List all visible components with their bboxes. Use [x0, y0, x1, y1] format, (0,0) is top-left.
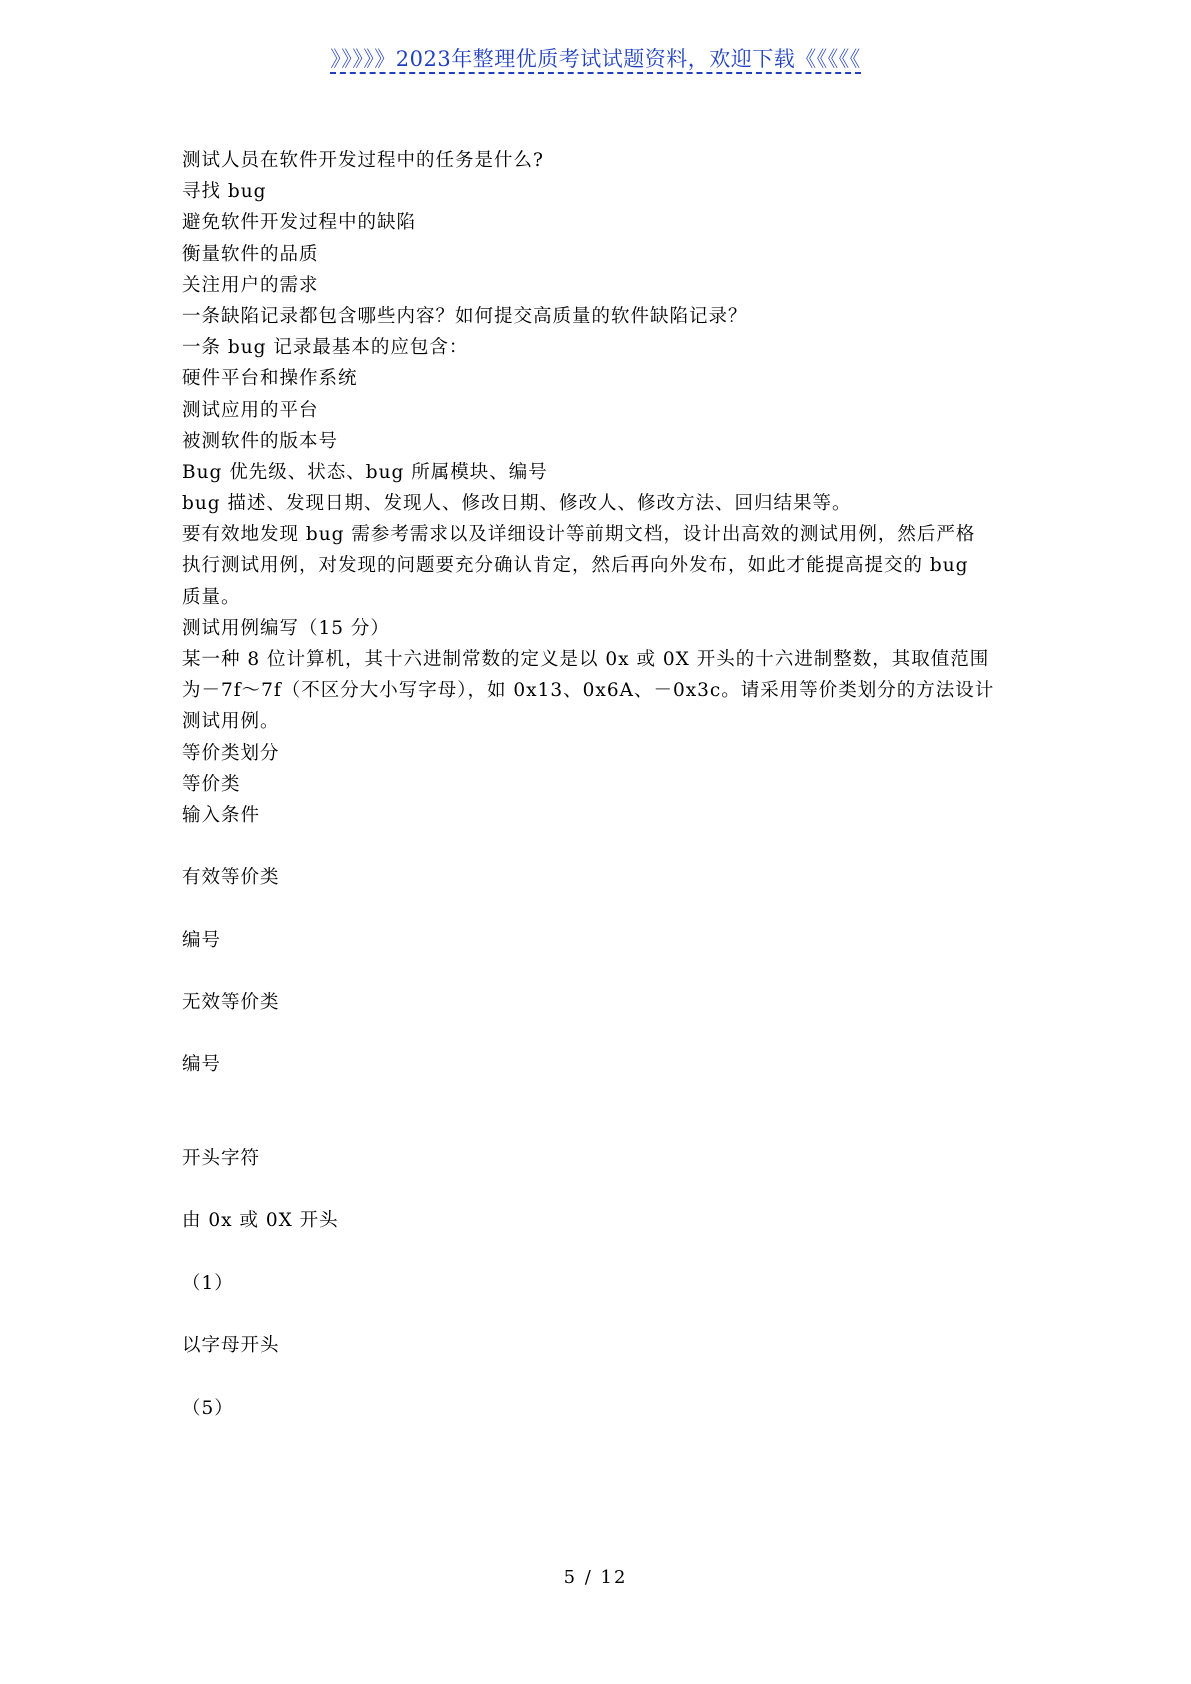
table-header-input-condition: 输入条件 — [182, 804, 261, 826]
table-header-valid-class: 有效等价类 — [182, 867, 280, 889]
answer-line: 关注用户的需求 — [182, 274, 319, 296]
answer-line: 被测软件的版本号 — [182, 430, 339, 452]
answer-line: 硬件平台和操作系统 — [182, 368, 358, 390]
question-defect-record: 一条缺陷记录都包含哪些内容？如何提交高质量的软件缺陷记录？ — [182, 305, 748, 327]
problem-statement-line: 为－7f～7f（不区分大小写字母），如 0x13、0x6A、－0x3c。请采用等价类划分的方法设计 — [182, 680, 995, 702]
answer-paragraph-line: 执行测试用例，对发现的问题要充分确认肯定，然后再向外发布，如此才能提高提交的 bug — [182, 555, 969, 577]
answer-line: Bug 优先级、状态、bug 所属模块、编号 — [182, 461, 548, 483]
table-header-invalid-class: 无效等价类 — [182, 992, 280, 1014]
table-cell-valid-value: 由 0x 或 0X 开头 — [182, 1210, 339, 1232]
table-cell-number: （5） — [182, 1397, 234, 1419]
header-banner-text: 》》》》》2023年整理优质考试试题资料，欢迎下载《《《《《 — [330, 47, 860, 74]
answer-line: 一条 bug 记录最基本的应包含： — [182, 337, 469, 359]
answer-line: bug 描述、发现日期、发现人、修改日期、修改人、修改方法、回归结果等。 — [182, 493, 852, 515]
table-cell-invalid-value: 以字母开头 — [182, 1335, 280, 1357]
answer-line: 寻找 bug — [182, 181, 267, 203]
problem-statement-line: 测试用例。 — [182, 711, 280, 733]
answer-paragraph-line: 质量。 — [182, 586, 241, 608]
table-header-number: 编号 — [182, 929, 222, 951]
question-task-of-testers: 测试人员在软件开发过程中的任务是什么? — [182, 150, 544, 171]
page-header-banner — [0, 44, 1191, 74]
page-number: 5 / 12 — [563, 1567, 628, 1588]
answer-paragraph-line: 要有效地发现 bug 需参考需求以及详细设计等前期文档，设计出高效的测试用例，然后严格 — [182, 524, 976, 546]
table-caption: 等价类 — [182, 773, 241, 795]
table-cell-start-char: 开头字符 — [182, 1148, 261, 1170]
section-heading-test-case-writing: 测试用例编写（15 分） — [182, 617, 390, 639]
table-cell-number: （1） — [182, 1272, 234, 1294]
problem-statement-line: 某一种 8 位计算机，其十六进制常数的定义是以 0x 或 0X 开头的十六进制整数，其取值范围 — [182, 649, 990, 670]
table-header-number: 编号 — [182, 1054, 222, 1076]
subheading-equivalence-partitioning: 等价类划分 — [182, 742, 280, 764]
answer-line: 避免软件开发过程中的缺陷 — [182, 212, 417, 234]
answer-line: 测试应用的平台 — [182, 399, 319, 421]
answer-line: 衡量软件的品质 — [182, 243, 319, 265]
document-body — [182, 145, 1012, 1424]
